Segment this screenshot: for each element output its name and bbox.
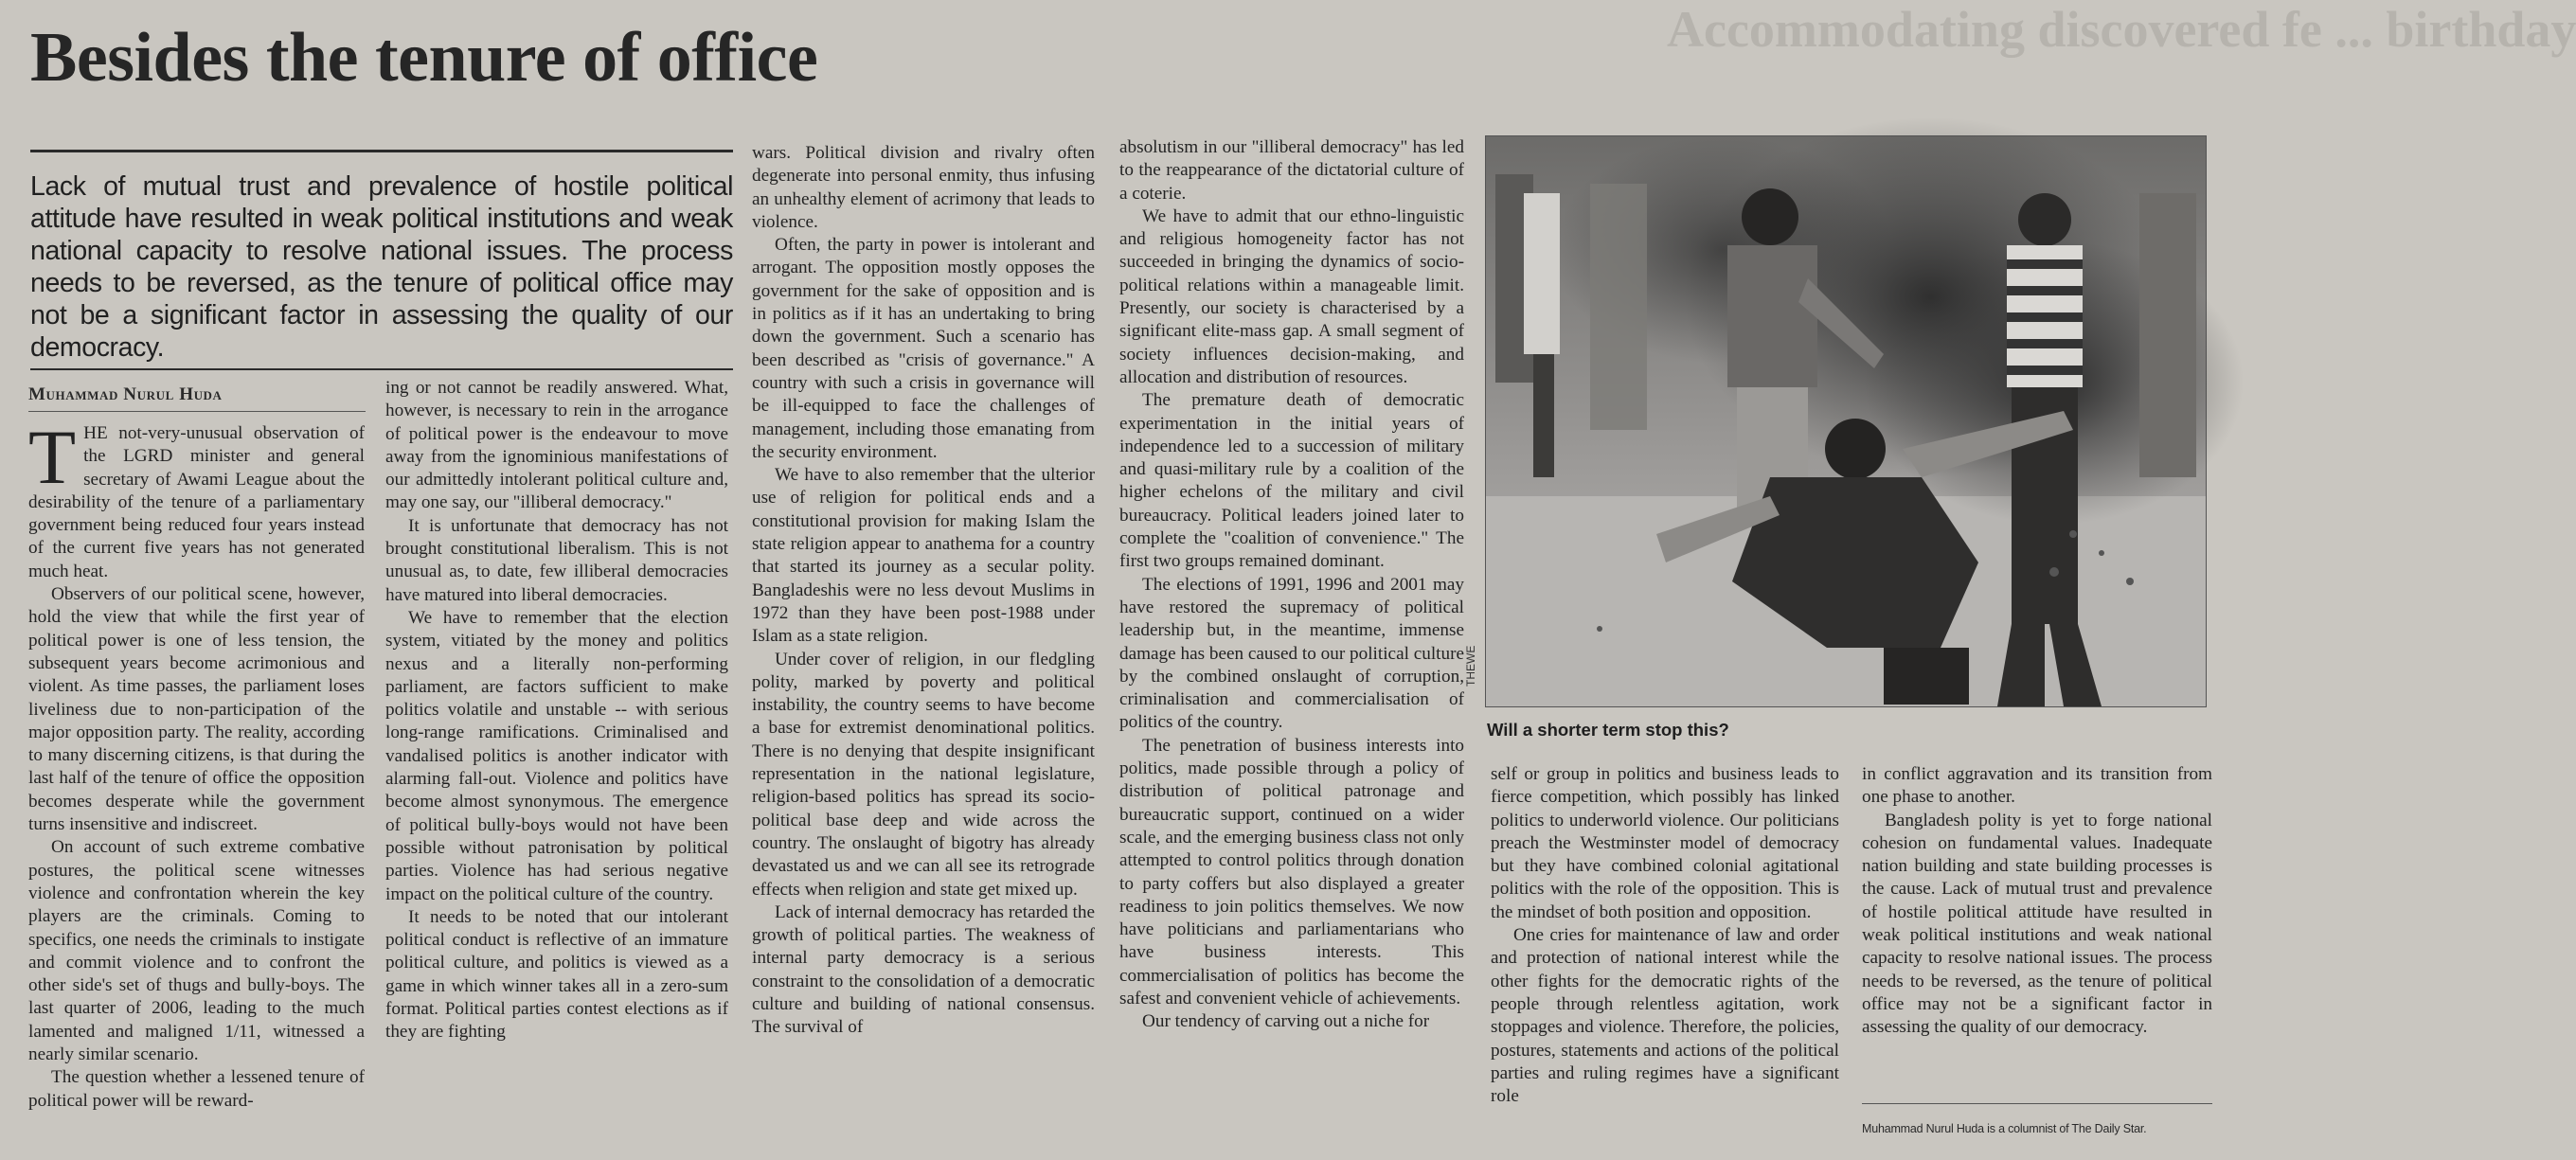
column-6 <box>1862 763 2212 1097</box>
news-photo-protest <box>1485 135 2207 707</box>
column-1-paragraph-3: On account of such extreme combative postures, the political scene witnesses violence and confrontation wherein the key players are the criminals. Coming to specifics, one needs the criminals to instigate and commit violence and to confront the other side's set of thugs and bully-boys. The last quarter of 2006, leading to the much lamented and maligned 1/11, witnessed a nearly similar scenario. <box>28 837 365 1065</box>
column-3-paragraph-1: wars. Political division and rivalry often degenerate into personal enmity, thus infusing an unhealthy element of acrimony that leads to violence. <box>752 143 1095 232</box>
column-2-paragraph-3: We have to remember that the election system, vitiated by the money and politics nexus and a literally non-performing parliament, are factors sufficient to make politics volatile and unstable -- with serious long-range ramifications. Criminalised and vandalised politics is another indicator with alarming fall-out. Violence and politics have become almost synonymous. The emergence of political bully-boys would not have been possible without patronisation by political parties. Violence has had serious negative impact on the political culture of the country. <box>385 607 728 904</box>
column-4-paragraph-1: absolutism in our "illiberal democracy" has led to the reappearance of the dictatorial culture of a coterie. <box>1119 137 1464 204</box>
column-2-paragraph-1: ing or not cannot be readily answered. What, however, is necessary to rein in the arrogance of political power is the endeavour to move away from the ignominious manifestations of our admittedly intolerant political culture and, may one say, our "illiberal democracy." <box>385 378 728 513</box>
column-4-paragraph-6: Our tendency of carving out a niche for <box>1142 1011 1430 1032</box>
byline-rule <box>28 411 366 412</box>
column-3-paragraph-3: We have to also remember that the ulterior use of religion for political ends and a constitutional provision for making Islam the state religion appear to anathema for a country that started its journey as a secular polity. Bangladeshis were no less devout Muslims in 1972 than they have been post-1988 under Islam as a state religion. <box>752 465 1095 647</box>
column-4 <box>1119 136 1464 1151</box>
headline: Besides the tenure of office <box>30 19 818 97</box>
column-1-paragraph-2: Observers of our political scene, however, hold the view that while the first year of political power is one of less tension, the subsequent years become acrimonious and violent. As time passes, the parliament loses liveliness due to non-participation of the major opposition party. The reality, according to many discerning citizens, is that during the last half of the tenure of office the opposition becomes desperate while the government turns insensitive and indiscreet. <box>28 584 365 835</box>
column-5-paragraph-1: self or group in politics and business leads to fierce competition, which possibly has linked politics to underworld violence. Our politicians preach the Westminster model of democracy but they have combined colonial agitational politics with the role of the opposition. This is the mindset of both position and opposition. <box>1491 764 1839 922</box>
column-1-paragraph-1 <box>28 414 365 583</box>
column-1 <box>28 414 365 1151</box>
byline: Muhammad Nurul Huda <box>28 384 223 404</box>
photo-caption: Will a shorter term stop this? <box>1487 720 1729 740</box>
column-1-paragraph-4: The question whether a lessened tenure of political power will be reward- <box>28 1067 365 1111</box>
deck-top-rule <box>30 150 733 152</box>
column-1-paragraph-1-text: HE not-very-unusual observation of the LGRD minister and general secretary of Awami League about the desirability of the tenure of a parliamentary government being reduced four years instead of the current five years has not generated much heat. <box>28 423 365 581</box>
column-3-paragraph-2: Often, the party in power is intolerant and arrogant. The opposition mostly opposes the government for the sake of opposition and is in politics as if it has an undertaking to bring down the government. Such a scenario has been described as "crisis of governance." A country with such a crisis in governance will be ill-equipped to face the challenges of management, including those emanating from the security environment. <box>752 235 1095 462</box>
column-3 <box>752 142 1095 1151</box>
column-4-paragraph-2: We have to admit that our ethno-linguistic and religious homogeneity factor has not succeeded in bringing the dynamics of socio-political relations within a manageable limit. Presently, our society is characterised by a significant elite-mass gap. A small segment of society influences decision-making, and allocation and distribution of resources. <box>1119 205 1464 387</box>
column-4-paragraph-4: The elections of 1991, 1996 and 2001 may have restored the supremacy of political leadership but, in the meantime, immense damage has been caused to our political culture by the combined onslaught of corruption, criminalisation and commercialisation of politics of the country. <box>1119 574 1464 733</box>
column-3-paragraph-4: Under cover of religion, in our fledgling polity, marked by poverty and political instability, the country seems to have become a base for extremist denominational politics. There is no denying that despite insignificant representation in the national legislature, religion-based politics has spread its socio-political base deep and wide across the country. The onslaught of bigotry has already devastated us and we can all see its retrograde effects when religion and state get mixed up. <box>752 649 1095 900</box>
column-2 <box>385 377 728 1151</box>
column-5 <box>1491 763 1839 1151</box>
column-2-paragraph-4: It needs to be noted that our intolerant political conduct is reflective of an immature political culture, and politics is viewed as a game in which winner takes all in a zero-sum format. Political parties contest elections as if they are fighting <box>385 906 728 1043</box>
column-2-paragraph-2: It is unfortunate that democracy has not brought constitutional liberalism. This is not unusual as, to date, few illiberal democracies have matured into liberal democracies. <box>385 515 728 605</box>
column-6-paragraph-1: in conflict aggravation and its transition from one phase to another. <box>1862 764 2212 808</box>
author-bio: Muhammad Nurul Huda is a columnist of The Daily Star. <box>1862 1122 2147 1135</box>
bio-rule <box>1862 1103 2212 1104</box>
column-5-paragraph-2: One cries for maintenance of law and order and protection of national interest while the other fights for the democratic rights of the people through relentless agitation, work stoppages and violence. Therefore, the policies, postures, statements and actions of the political parties and ruling regimes have a significant role <box>1491 925 1839 1107</box>
deck-summary: Lack of mutual trust and prevalence of hostile political attitude have resulted in weak political institutions and weak national capacity to resolve national issues. The process needs to be reversed, as the tenure of political office may not be a significant factor in assessing the quality of our democracy. <box>30 171 733 363</box>
photo-illustration <box>1486 136 2206 706</box>
column-6-paragraph-2: Bangladesh polity is yet to forge national cohesion on fundamental values. Inadequate nation building and state building processes is the cause. Lack of mutual trust and prevalence of hostile political attitude have resulted in weak political institutions and weak national capacity to resolve national issues. The process needs to be reversed, as the tenure of political office may not be a significant factor in assessing the quality of our democracy. <box>1862 810 2212 1038</box>
photo-credit: THEWE <box>1464 645 1477 687</box>
column-3-paragraph-5: Lack of internal democracy has retarded the growth of political parties. The weakness of internal party democracy is a serious constraint to the consolidation of a democratic culture and building of national consensus. The survival of <box>752 901 1095 1038</box>
deck-bottom-rule <box>30 368 733 370</box>
drop-cap: T <box>28 414 77 500</box>
column-4-paragraph-5: The penetration of business interests into politics, made possible through a policy of distribution of political patronage and bureaucratic support, continued on a wider scale, and the emerging business class not only attempted to control politics through donation to party coffers but also displayed a greater readiness to join politics themselves. We now have politicians and parliamentarians who have business interests. This commercialisation of politics has become the safest and convenient vehicle of achievements. <box>1119 735 1464 1008</box>
adjacent-article-faded-text: Accommodating discovered fe ... birthday <box>1667 1 2576 58</box>
column-4-paragraph-3: The premature death of democratic experimentation in the initial years of independence led to a succession of military and quasi-military rule by a coalition of the higher echelons of the military and civil bureaucracy. Political leaders joined later to complete the "coalition of convenience." The first two groups remained dominant. <box>1119 390 1464 572</box>
